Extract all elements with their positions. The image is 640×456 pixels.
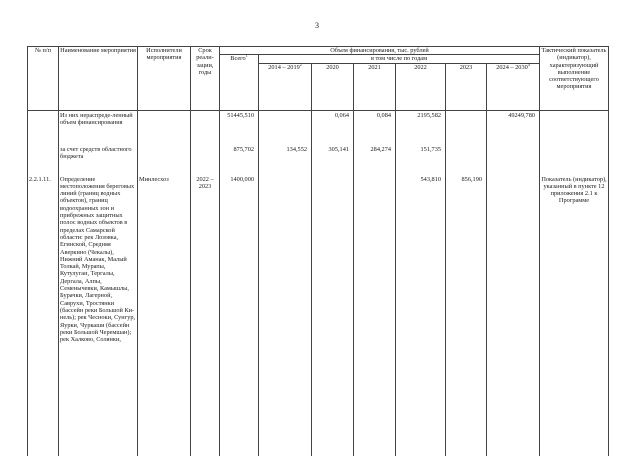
row-y2023: 856,190 <box>446 172 487 456</box>
row-indicator <box>540 110 609 146</box>
table-row <box>28 172 609 456</box>
header-year-2022: 2022 <box>396 63 446 110</box>
row-num: 2.2.1.11. <box>28 172 59 456</box>
header-year-2024-note: 4 <box>527 61 530 67</box>
row-executor <box>138 110 191 146</box>
header-volume: Объем финансирования, тыс. рублей <box>220 47 540 55</box>
row-executor: Минлесхоз <box>138 172 191 456</box>
row-y2021: 284,274 <box>354 146 396 172</box>
row-y2023 <box>446 110 487 146</box>
header-name: Наименование мероприятия <box>59 47 138 111</box>
header-by-years: в том числе по годам <box>259 55 540 63</box>
row-y2020: 0,064 <box>312 110 354 146</box>
row-term <box>191 146 220 172</box>
row-name: Определение местоположения береговых линий (границ водных объектов), границ водоохранных зон и прибрежных защитных полос водных объектов в пределах Самарской области: рек Лозовка, Егинской, Средняя Аверкино (Чекалы), Нижний Аманак, Малый Толкай, Мурапы, Кутулуган, Тергалы, Дергала, Алпы, Семенычевки, Камышлы, Бурачки, Лагерной, Саврухи, Тростянки (бассейн реки Большой Ки-нель); рек Чесноки, Сунгур, Яурки, Чуркаши (бассейн реки Большой Черемшан); рек Халково, Солянки, <box>59 172 138 456</box>
row-total: 1400,000 <box>220 172 259 456</box>
header-year-2020: 2020 <box>312 63 354 110</box>
header-year-2024 <box>487 63 540 110</box>
row-y2021 <box>354 172 396 456</box>
row-y2024 <box>487 146 540 172</box>
row-y2024: 49249,780 <box>487 110 540 146</box>
row-num <box>28 110 59 146</box>
row-executor <box>138 146 191 172</box>
row-y2020 <box>312 172 354 456</box>
row-num <box>28 146 59 172</box>
row-term: 2022 – 2023 <box>191 172 220 456</box>
financing-table <box>27 46 609 456</box>
table-row <box>28 146 609 172</box>
row-total: 51445,510 <box>220 110 259 146</box>
row-indicator <box>540 146 609 172</box>
row-y2020: 305,141 <box>312 146 354 172</box>
row-y2014: 134,552 <box>259 146 312 172</box>
row-term <box>191 110 220 146</box>
row-y2022: 151,735 <box>396 146 446 172</box>
row-name: Из них нераспреде-ленный объем финансирования <box>59 110 138 146</box>
row-y2014 <box>259 172 312 456</box>
row-indicator: Показатель (индикатор), указанный в пункте 12 приложения 2.1 к Программе <box>540 172 609 456</box>
header-indicator: Тактический показатель (индикатор), характеризующий выполнение соответствующего мероприятия <box>540 47 609 111</box>
header-executors: Исполнители мероприятия <box>138 47 191 111</box>
header-num: № п/п <box>28 47 59 111</box>
table-row <box>28 110 609 146</box>
row-y2022: 543,810 <box>396 172 446 456</box>
page-number: 3 <box>315 21 319 30</box>
row-total: 875,702 <box>220 146 259 172</box>
row-name: за счет средств областного бюджета <box>59 146 138 172</box>
row-y2022: 2195,582 <box>396 110 446 146</box>
row-y2014 <box>259 110 312 146</box>
header-year-2023: 2023 <box>446 63 487 110</box>
header-year-2021: 2021 <box>354 63 396 110</box>
header-total <box>220 55 259 110</box>
header-year-2014-text: 2014 – 2019 <box>268 63 300 71</box>
header-term: Срок реали-зации, годы <box>191 47 220 111</box>
header-total-note: 1 <box>245 53 248 59</box>
row-y2021: 0,084 <box>354 110 396 146</box>
header-total-text: Всего <box>230 55 246 63</box>
header-year-2024-text: 2024 – 2030 <box>496 63 528 71</box>
row-y2023 <box>446 146 487 172</box>
header-year-2014-note: 2 <box>299 61 302 67</box>
row-y2024 <box>487 172 540 456</box>
header-year-2014 <box>259 63 312 110</box>
